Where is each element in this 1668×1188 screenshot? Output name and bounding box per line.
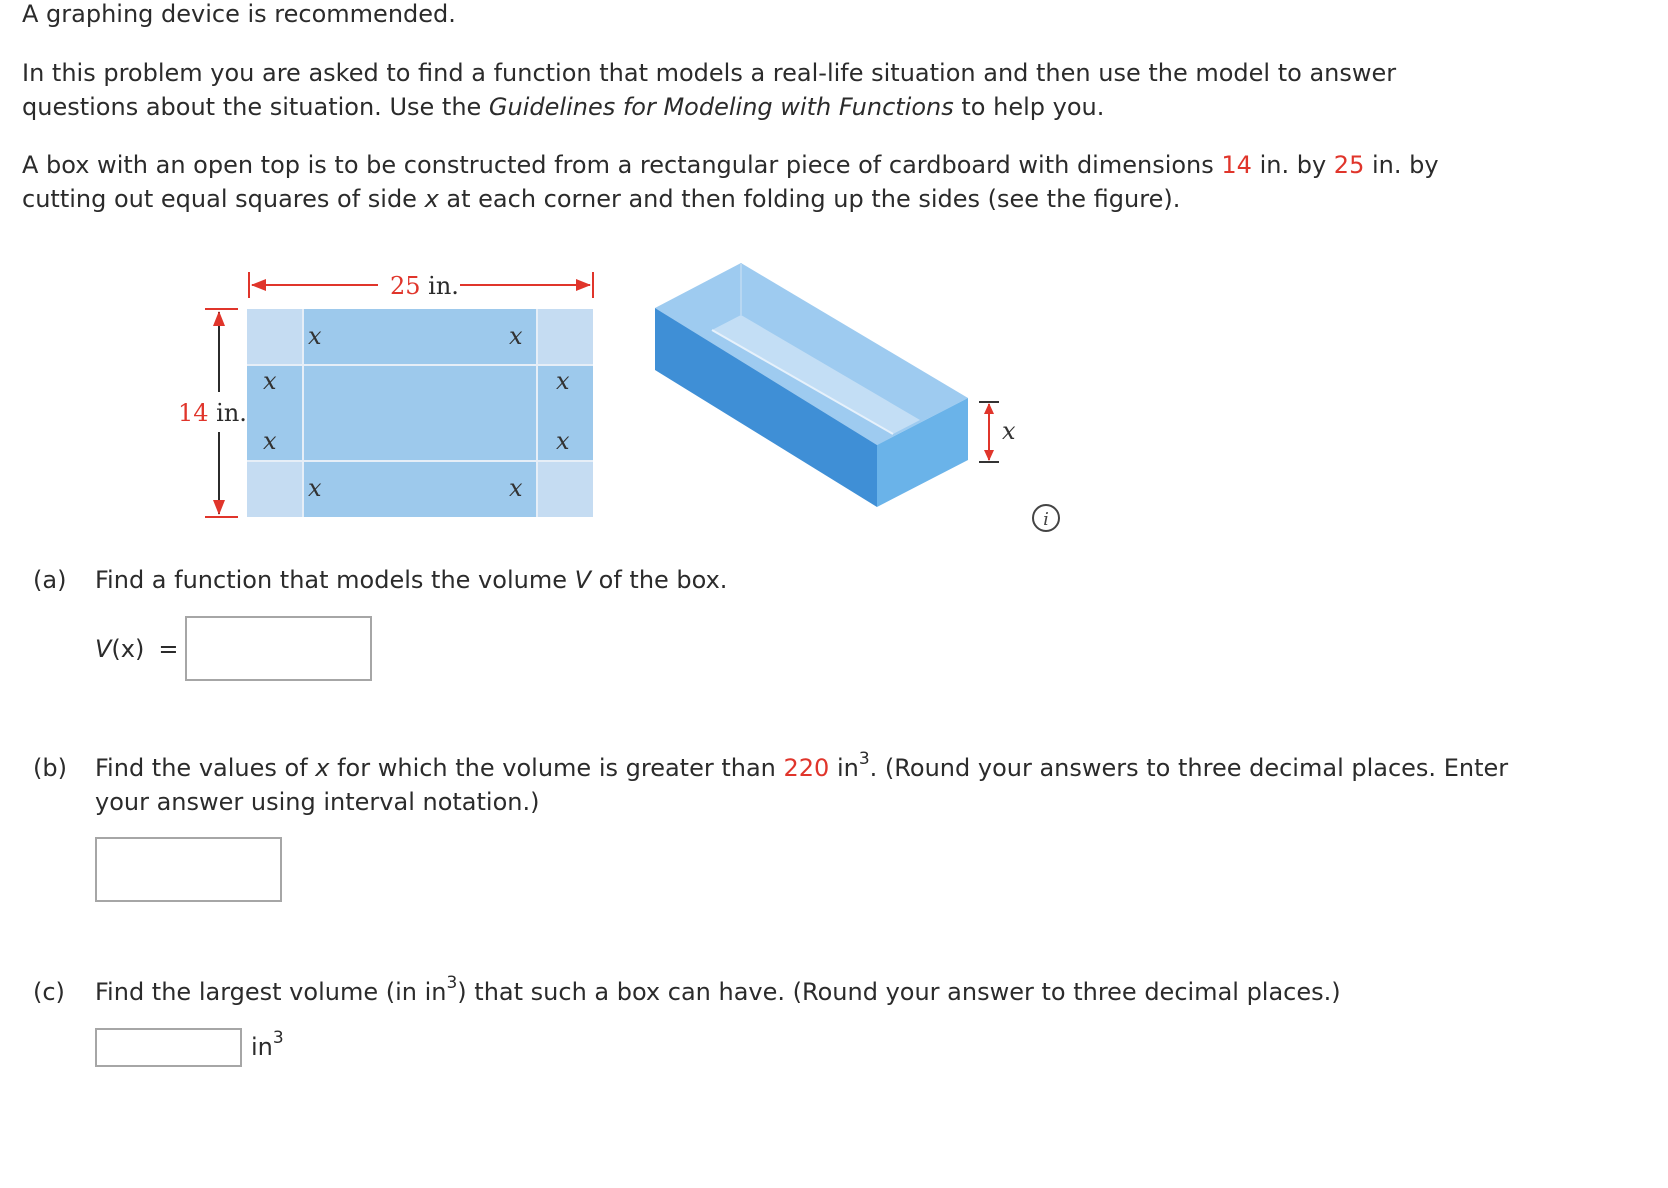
open-box-3d [655, 263, 968, 507]
box-height-dimension [979, 402, 1016, 462]
corner-square-top-right [537, 309, 593, 365]
x-label-bottom-right: x [509, 474, 523, 502]
box-height-arrow-bottom [984, 450, 994, 461]
part-b-line-2: your answer using interval notation.) [95, 788, 540, 816]
width-arrow-right [576, 279, 591, 291]
lhs-argument: (x) [111, 635, 145, 663]
corner-square-bottom-left [247, 461, 303, 517]
dimension-25: 25 [1333, 151, 1365, 179]
part-a-answer-input[interactable] [185, 616, 372, 681]
box-height-arrow-top [984, 403, 994, 414]
x-label-top-right: x [509, 322, 523, 350]
part-c-label: (c) [33, 978, 65, 1006]
corner-square-bottom-right [537, 461, 593, 517]
text-span: ) that such a box can have. (Round your answer to three decimal places.) [457, 978, 1341, 1006]
text-span: to help you. [953, 93, 1105, 121]
text-span: A box with an open top is to be constructed from a rectangular piece of cardboard with dimensions [22, 151, 1222, 179]
part-a-label: (a) [33, 566, 67, 594]
part-b-text [95, 751, 1508, 788]
x-label-bottom-left: x [308, 474, 322, 502]
x-label-left-upper: x [263, 367, 277, 395]
variable-x: x [424, 185, 439, 213]
lhs-variable: V [95, 635, 112, 663]
box-height-x-label: x [1002, 417, 1016, 445]
intro-line-1: In this problem you are asked to find a function that models a real-life situation and then use the model to answer [22, 59, 1397, 87]
text-span: in. by [1364, 151, 1439, 179]
equals-sign: = [158, 635, 179, 663]
text-span: Find the values of [95, 754, 316, 782]
variable-V: V [574, 566, 592, 594]
part-c-unit [251, 1030, 284, 1067]
variable-x: x [315, 754, 330, 782]
text-span: in. by [1251, 151, 1334, 179]
text-span: . (Round your answers to three decimal places. Enter [869, 754, 1509, 782]
part-b-line-1 [33, 749, 1509, 785]
part-c-question [33, 973, 1341, 1009]
height-arrow-bottom [213, 500, 225, 515]
cardboard-sheet [247, 309, 593, 517]
text-span: Find the largest volume (in in [95, 978, 447, 1006]
exponent: 3 [858, 749, 870, 769]
part-b-answer-input[interactable] [95, 837, 282, 902]
height-dimension [178, 309, 247, 517]
text-span: of the box. [591, 566, 728, 594]
part-a-question [33, 563, 728, 597]
guidelines-reference: Guidelines for Modeling with Functions [488, 93, 954, 121]
height-label: 14 in. [178, 399, 247, 427]
unit-text: in [251, 1033, 273, 1061]
unit-exponent: 3 [272, 1028, 284, 1048]
text-span: in [829, 754, 859, 782]
text-span: questions about the situation. Use the [22, 93, 489, 121]
x-label-top-left: x [308, 322, 322, 350]
part-b-question [33, 749, 1509, 819]
x-label-right-upper: x [556, 367, 570, 395]
corner-square-top-left [247, 309, 303, 365]
text-span: at each corner and then folding up the sides (see the figure). [438, 185, 1181, 213]
text-span: cutting out equal squares of side [22, 185, 425, 213]
text-span: for which the volume is greater than [329, 754, 784, 782]
part-c-answer-input[interactable] [95, 1028, 242, 1067]
graphing-note: A graphing device is recommended. [22, 0, 456, 28]
part-a-text [95, 563, 727, 597]
x-label-left-lower: x [263, 427, 277, 455]
part-c-text [95, 975, 1341, 1012]
volume-threshold: 220 [783, 754, 830, 782]
dimension-14: 14 [1221, 151, 1252, 179]
width-dimension [249, 272, 593, 300]
svg-text:i: i [1043, 509, 1049, 530]
width-arrow-left [251, 279, 266, 291]
exponent: 3 [446, 973, 458, 993]
info-icon[interactable] [1033, 505, 1059, 531]
height-arrow-top [213, 311, 225, 326]
part-a-lhs [95, 632, 178, 666]
part-b-label: (b) [33, 754, 67, 782]
width-label: 25 in. [390, 272, 459, 300]
text-span: Find a function that models the volume [95, 566, 575, 594]
x-label-right-lower: x [556, 427, 570, 455]
